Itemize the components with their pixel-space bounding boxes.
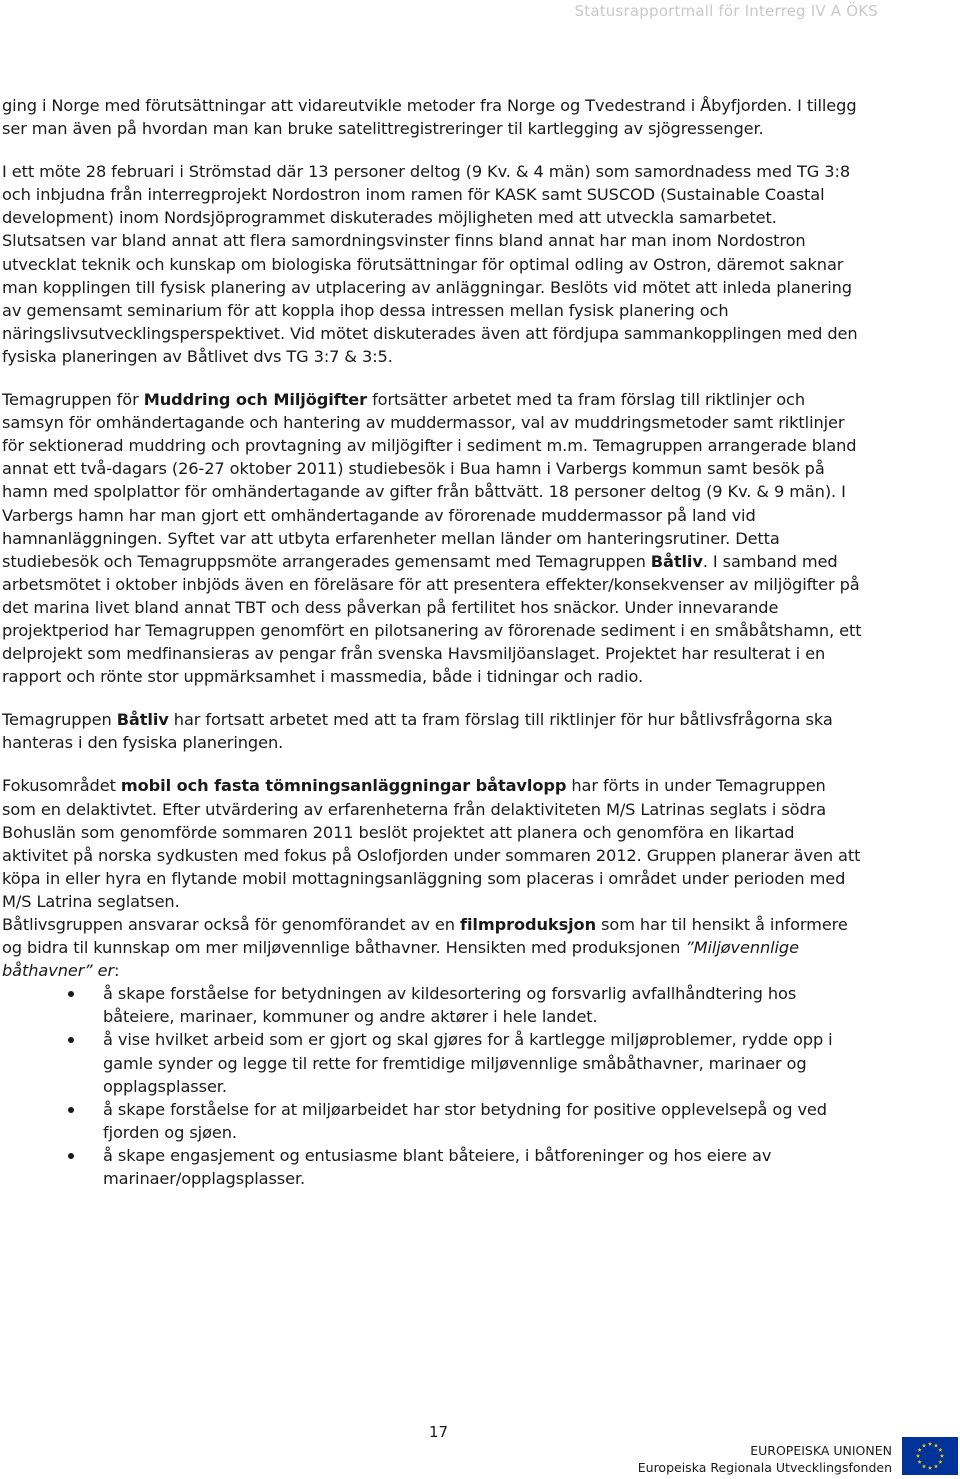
paragraph-5-text-c: har förts in under Temagruppen som en delaktivtet. Efter utvärdering av erfarenheterna från delaktiviteten M/S Latrinas seglats i södra Bohuslän som genomförde sommaren 2011 beslöt projektet att planera och genomföra en likartad aktivitet på norska sydkusten med fokus på Oslofjorden under sommaren 2012. Gruppen planerar även att köpa in eller hyra en flytande mobil mottagningsanläggning som placeras i området under perioden med M/S Latrina seglatsen. (2, 776, 861, 911)
paragraph-5-bold-focus: mobil och fasta tömningsanläggningar båtavlopp (120, 776, 567, 796)
paragraph-5 (2, 774, 862, 913)
eu-star-icon (928, 1442, 932, 1446)
list-item-text: å skape engasjement og entusiasme blant båteiere, i båtforeninger og hos eiere av marinaer/opplagsplasser. (103, 1145, 772, 1189)
eu-flag-icon (902, 1437, 958, 1475)
paragraph-6 (2, 913, 862, 982)
bullet-icon (68, 1153, 74, 1159)
paragraph-6-bold-film: filmproduksjon (460, 915, 597, 934)
eu-star-icon (938, 1448, 942, 1452)
paragraph-3 (2, 388, 862, 688)
paragraph-3-bold-muddring: Muddring och Miljögifter (143, 390, 368, 410)
paragraph-6-text-e: : (114, 961, 120, 981)
paragraph-4-text-a: Temagruppen (2, 710, 117, 730)
paragraph-6-text-c: som har til hensikt å informere og bidra til kunnskap om mer miljøvennlige båthavner. Hensikten med produksjonen (2, 915, 848, 958)
list-item-text: å vise hvilket arbeid som er gjort og skal gjøres for å kartlegge miljøproblemer, rydde opp i gamle synder og legge til rette for fremtidige miljøvennlige småbåthavner, marinaer og opplagsplasser. (103, 1030, 833, 1096)
paragraph-4-text-c: har fortsatt arbetet med att ta fram förslag till riktlinjer för hur båtlivsfrågorna ska hanteras i den fysiska planeringen. (2, 710, 833, 753)
eu-star-icon (918, 1448, 922, 1452)
paragraph-1: ging i Norge med förutsättningar att vidareutvikle metoder fra Norge og Tvedestrand i Åbyfjorden. I tillegg ser man även på hvordan man kan bruke satelittregistreringer til kartlegging av sjögressenger. (2, 96, 857, 139)
footer-line-2: Europeiska Regionala Utvecklingsfonden (637, 1460, 892, 1475)
eu-star-icon (940, 1454, 944, 1458)
eu-star-icon (934, 1464, 938, 1468)
paragraph-3-text-a: Temagruppen för (2, 390, 144, 410)
list-item-text: å skape forståelse for betydningen av kildesortering og forsvarlig avfallhåndtering hos båteiere, marinaer, kommuner og andre aktører i hele landet. (103, 984, 797, 1027)
eu-star-icon (938, 1460, 942, 1464)
footer-eu-text (638, 1442, 892, 1476)
eu-star-icon (928, 1466, 932, 1470)
eu-star-icon (918, 1460, 922, 1464)
eu-star-icon (922, 1464, 926, 1468)
paragraph-3-text-c: fortsätter arbetet med ta fram förslag till riktlinjer och samsyn för omhändertagande och hantering av muddermassor, val av muddringsmetoder samt riktlinjer för sektionerad muddring och provtagning av miljögifter i sediment m.m. Temagruppen arrangerade bland annat ett två-dagars (26-27 oktober 2011) studiebesök i Bua hamn i Varbergs kommun samt besök på hamn med spolplattor för omhändertagande av gifter från båttvätt. 18 personer deltog (9 Kv. & 9 män). I Varbergs hamn har man gjort ett omhändertagande av förorenade muddermassor på land vid hamnanläggningen. Syftet var att utbyta erfarenheter mellan länder om hanteringsrutiner. Detta studiebesök och Temagruppsmöte arrangerades gemensamt med Temagruppen (2, 390, 857, 571)
eu-star-icon (916, 1454, 920, 1458)
eu-stars-icon (902, 1437, 958, 1475)
paragraph-6-italic-title: ”Miljøvennlige båthavner” er (2, 938, 799, 981)
document-body (2, 94, 862, 1190)
list-item (103, 1028, 862, 1097)
paragraph-4-bold-batliv: Båtliv (116, 710, 169, 730)
paragraph-2: I ett möte 28 februari i Strömstad där 13 personer deltog (9 Kv. & 4 män) som samordnadess med TG 3:8 och inbjudna från interregprojekt Nordostron inom ramen för KASK samt SUSCOD (Sustainable Coastal development) inom Nordsjöprogrammet diskuterades möjligheten med att utveckla samarbetet. Slutsatsen var bland annat att flera samordningsvinster finns bland annat har man inom Nordostron utvecklat teknik och kunskap om biologiska förutsättningar för optimal odling av Ostron, däremot saknar man kopplingen till fysisk planering av utplacering av anläggningar. Beslöts vid mötet att inleda planering av gemensamt seminarium för att koppla ihop dessa intressen mellan fysisk planering och näringslivsutvecklingsperspektivet. Vid mötet diskuterades även att fördjupa sammankopplingen med den fysiska planeringen av Båtlivet dvs TG 3:7 & 3:5. (2, 162, 858, 366)
paragraph-3-text-e: . I samband med arbetsmötet i oktober inbjöds även en föreläsare för att presentera effekter/konsekvenser av miljögifter på det marina livet bland annat TBT och dess påverkan på fertilitet hos snäckor. Under innevarande projektperiod har Temagruppen genomfört en pilotsanering av förorenade sediment i en småbåtshamn, ett delprojekt som medfinansieras av pengar från svenska Havsmiljöanslaget. Projektet har resulterat i en rapport och rönte stor uppmärksamhet i massmedia, både i tidningar och radio. (2, 551, 862, 687)
list-item (103, 1144, 862, 1190)
paragraph-4 (2, 708, 862, 754)
paragraph-6-text-a: Båtlivsgruppen ansvarar också för genomförandet av en (2, 915, 460, 934)
page-number: 17 (428, 1423, 449, 1441)
bullet-icon (68, 991, 74, 997)
list-item (103, 982, 862, 1028)
footer-line-1: EUROPEISKA UNIONEN (750, 1443, 892, 1458)
paragraph-5-text-a: Fokusområdet (2, 776, 121, 796)
paragraph-3-bold-batliv: Båtliv (650, 551, 703, 571)
bullet-icon (68, 1107, 74, 1113)
eu-star-icon (922, 1443, 926, 1447)
list-item-text: å skape forståelse for at miljøarbeidet har stor betydning for positive opplevelsepå og ved fjorden og sjøen. (103, 1099, 827, 1142)
header-title: Statusrapportmall för Interreg IV A ÖKS (574, 2, 878, 20)
list-item (103, 1098, 862, 1144)
bullet-list (2, 982, 862, 1190)
eu-star-icon (934, 1443, 938, 1447)
bullet-icon (68, 1037, 74, 1043)
